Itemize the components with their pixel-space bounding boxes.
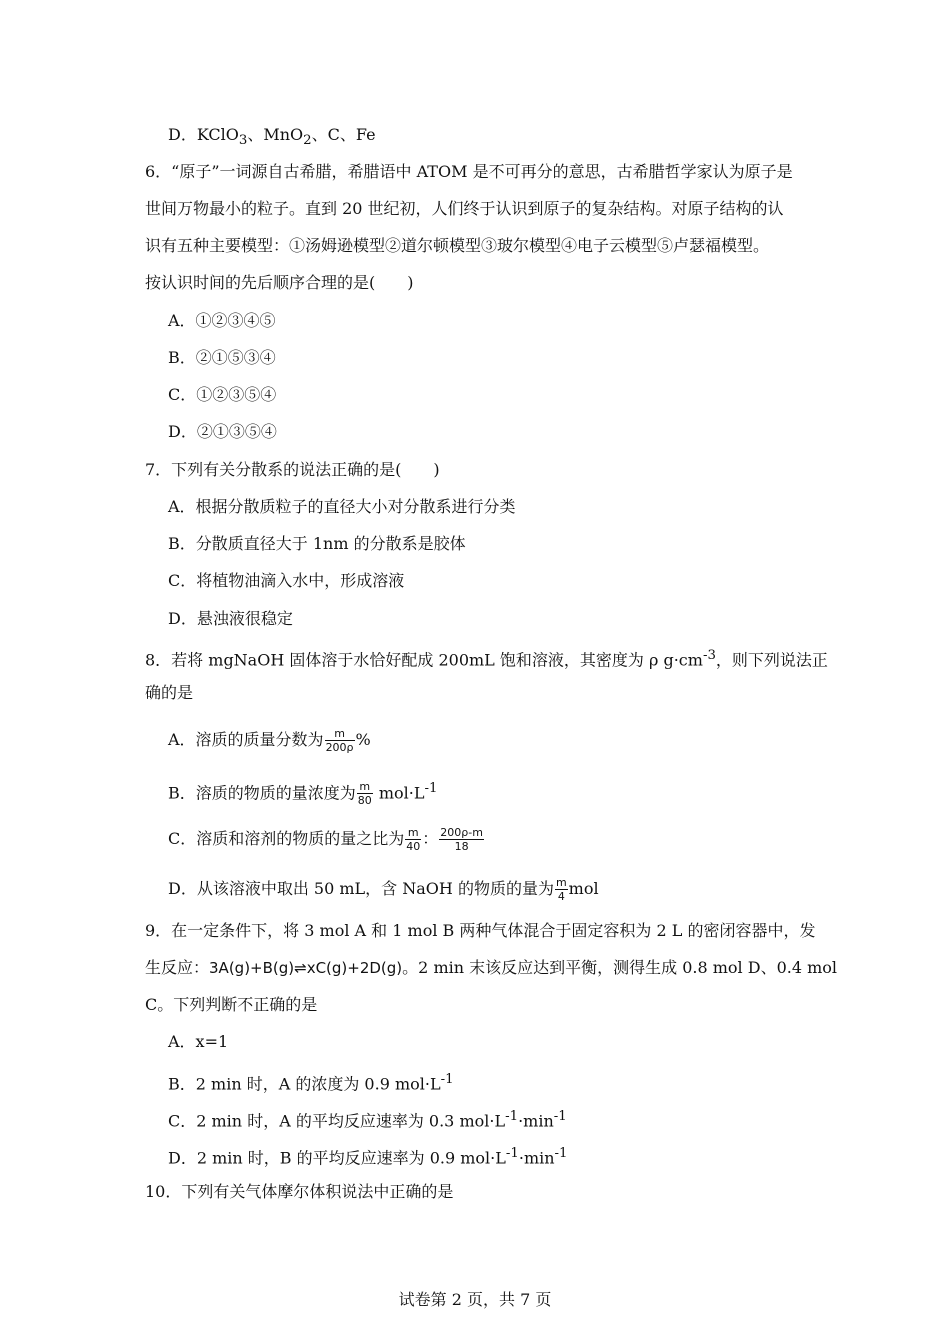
fraction [555, 877, 568, 902]
q5-option-d [168, 124, 376, 152]
subscript: 2 [303, 133, 312, 149]
q6-option-a: A．①②③④⑤ [168, 311, 276, 330]
q6-stem-line-4: 按认识时间的先后顺序合理的是( ) [145, 273, 414, 292]
q7-option-d: D．悬浊液很稳定 [168, 609, 293, 628]
superscript: -1 [440, 1072, 454, 1087]
superscript: -1 [553, 1109, 567, 1124]
superscript: -1 [505, 1146, 519, 1161]
q9-option-d [168, 1143, 568, 1169]
page-footer: 试卷第 2 页，共 7 页 [398, 1290, 552, 1309]
superscript: -1 [505, 1109, 519, 1124]
numerator: m [357, 781, 373, 794]
q6-option-b: B．②①⑤③④ [168, 348, 276, 367]
q10-stem: 10．下列有关气体摩尔体积说法中正确的是 [145, 1182, 454, 1201]
q8-stem-line-1 [145, 645, 828, 671]
q9-stem-line-2 [145, 957, 837, 979]
text: 生反应： [145, 958, 210, 977]
fraction [325, 728, 355, 753]
superscript: -1 [424, 781, 438, 796]
denominator: 4 [557, 890, 565, 903]
numerator: 200ρ-m [440, 826, 483, 839]
q7-option-c: C．将植物油滴入水中，形成溶液 [168, 571, 405, 590]
q8-option-c [168, 827, 485, 852]
subscript: 3 [238, 133, 248, 149]
q8-option-b [168, 778, 437, 806]
q6-stem-line-2: 世间万物最小的粒子。直到 20 世纪初，人们终于认识到原子的复杂结构。对原子结构的认 [145, 199, 784, 218]
text: 、C、Fe [311, 125, 376, 144]
denominator: 18 [454, 840, 469, 853]
fraction [439, 827, 484, 852]
q6-stem-line-1: 6．“原子”一词源自古希腊，希腊语中 ATOM 是不可再分的意思，古希腊哲学家认为原子是 [145, 162, 793, 181]
text: A．溶质的质量分数为 [168, 730, 324, 749]
text: B．溶质的物质的量浓度为 [168, 783, 356, 803]
q6-option-c: C．①②③⑤④ [168, 385, 277, 404]
q9-stem-line-3: C。下列判断不正确的是 [145, 995, 318, 1014]
reaction-equation: 3A(g)+B(g)⇌xC(g)+2D(g) [209, 959, 403, 977]
text: D．2 min 时，B 的平均反应速率为 0.9 mol·L [168, 1148, 506, 1168]
text: 。2 min 末该反应达到平衡，测得生成 0.8 mol D、0.4 mol [402, 958, 838, 977]
q8-option-a [168, 728, 371, 753]
text: ·min [518, 1148, 555, 1168]
fraction [405, 827, 421, 852]
numerator: m [325, 728, 355, 741]
text: 8．若将 mgNaOH 固体溶于水恰好配成 200mL 饱和溶液，其密度为 ρ g·cm [145, 650, 703, 670]
text: D．从该溶液中取出 50 mL，含 NaOH 的物质的量为 [168, 879, 554, 898]
text: ： [422, 829, 439, 848]
denominator: 40 [406, 840, 421, 853]
q8-stem-line-2: 确的是 [145, 683, 194, 702]
text: C．溶质和溶剂的物质的量之比为 [168, 829, 405, 848]
superscript: -1 [554, 1146, 568, 1161]
q9-option-b [168, 1069, 454, 1095]
text: C．2 min 时，A 的平均反应速率为 0.3 mol·L [168, 1111, 506, 1131]
text: mol [568, 879, 599, 898]
q9-option-a: A．x=1 [168, 1032, 229, 1051]
fraction [357, 781, 373, 806]
text: ·min [518, 1111, 554, 1131]
q7-option-a: A．根据分散质粒子的直径大小对分散系进行分类 [168, 497, 516, 516]
text: mol·L [373, 783, 425, 803]
numerator: m [405, 827, 421, 840]
text: B．2 min 时，A 的浓度为 0.9 mol·L [168, 1074, 441, 1094]
numerator: m [555, 876, 567, 889]
q7-option-b: B．分散质直径大于 1nm 的分散系是胶体 [168, 534, 466, 553]
denominator: 80 [357, 794, 372, 808]
text: 、MnO [247, 125, 304, 144]
q9-option-c [168, 1106, 567, 1132]
text: D．KClO [168, 125, 239, 144]
q7-stem: 7．下列有关分散系的说法正确的是( ) [145, 460, 440, 479]
text: % [355, 730, 371, 749]
superscript: -3 [702, 648, 716, 663]
q6-stem-line-3: 识有五种主要模型：①汤姆逊模型②道尔顿模型③玻尔模型④电子云模型⑤卢瑟福模型。 [145, 236, 770, 255]
text: ，则下列说法正 [715, 650, 828, 670]
q8-option-d [168, 877, 599, 902]
q6-option-d: D．②①③⑤④ [168, 422, 277, 441]
denominator: 200ρ [325, 741, 354, 754]
q9-stem-line-1: 9．在一定条件下，将 3 mol A 和 1 mol B 两种气体混合于固定容积为 2 L 的密闭容器中，发 [145, 921, 816, 940]
